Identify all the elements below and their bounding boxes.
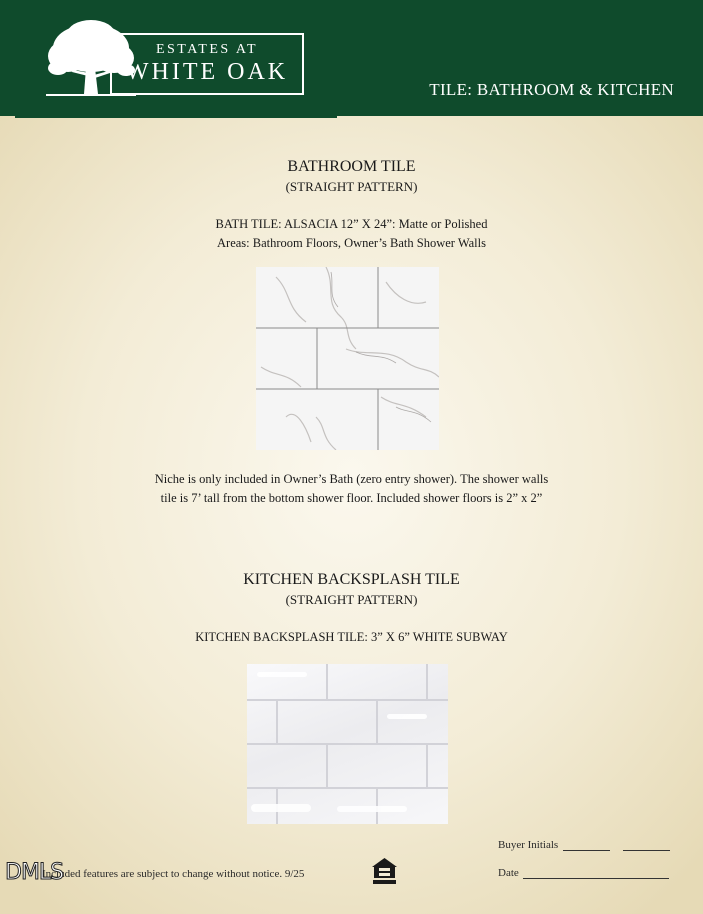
disclaimer-note: Included features are subject to change without notice. 9/25 — [42, 868, 305, 880]
kitchen-spec: KITCHEN BACKSPLASH TILE: 3” X 6” WHITE SUBWAY — [195, 630, 508, 644]
bathroom-note-line1: Niche is only included in Owner’s Bath (zero entry shower). The shower walls — [154, 472, 549, 486]
equal-housing-opportunity-icon — [370, 856, 399, 886]
logo-line2: WHITE OAK — [125, 59, 289, 85]
bathroom-pattern: (STRAIGHT PATTERN) — [285, 179, 418, 194]
marble-tile-pattern — [256, 267, 439, 450]
bathroom-spec: BATH TILE: ALSACIA 12” X 24”: Matte or Polished — [215, 217, 488, 231]
logo-frame — [110, 33, 304, 95]
logo-line1: ESTATES AT — [155, 42, 259, 57]
dmls-watermark: DMLS — [5, 860, 64, 885]
kitchen-heading: KITCHEN BACKSPLASH TILE — [243, 571, 460, 588]
bathroom-note-line2: tile is 7’ tall from the bottom shower floor. Included shower floors is 2” x 2” — [160, 491, 543, 505]
buyer-initials-line-2[interactable] — [623, 850, 670, 851]
date-line[interactable] — [523, 878, 669, 879]
buyer-initials-label: Buyer Initials — [498, 839, 559, 851]
page-title: TILE: BATHROOM & KITCHEN — [429, 80, 674, 99]
subway-tile-pattern — [247, 664, 448, 824]
bathroom-areas: Areas: Bathroom Floors, Owner’s Bath Shower Walls — [217, 236, 486, 250]
header-banner — [0, 0, 703, 116]
marble-tile-swatch — [256, 267, 439, 450]
kitchen-pattern: (STRAIGHT PATTERN) — [285, 592, 418, 607]
subway-tile-swatch — [247, 664, 448, 824]
bathroom-heading: BATHROOM TILE — [287, 158, 416, 175]
date-label: Date — [498, 867, 519, 879]
buyer-initials-line-1[interactable] — [563, 850, 610, 851]
header-underline — [15, 115, 337, 118]
